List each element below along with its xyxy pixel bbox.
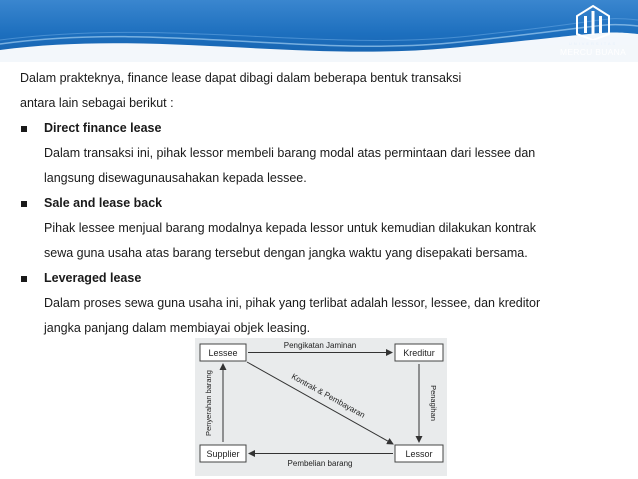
header-wave-decoration bbox=[0, 0, 638, 62]
university-logo bbox=[558, 4, 628, 62]
diagonal-arrow bbox=[247, 362, 393, 444]
supplier-label: Supplier bbox=[206, 449, 240, 459]
bullet-item bbox=[20, 266, 620, 291]
square-bullet-icon bbox=[21, 126, 27, 132]
bullet-text: Dalam transaksi ini, pihak lessor membeli barang modal atas permintaan dari lessee dan bbox=[44, 146, 536, 160]
intro-line-1: Dalam prakteknya, finance lease dapat dibagi dalam beberapa bentuk transaksi bbox=[20, 71, 462, 85]
bullet-text: langsung disewagunausahakan kepada lessee. bbox=[44, 171, 307, 185]
bullet-item bbox=[20, 191, 620, 216]
lessor-label: Lessor bbox=[405, 449, 433, 459]
bullet-item bbox=[20, 116, 620, 141]
left-arrow-label: Penyerahan barang bbox=[204, 370, 213, 436]
bullet-title: Direct finance lease bbox=[44, 121, 162, 135]
bullet-text: jangka panjang dalam membiayai objek leasing. bbox=[44, 321, 311, 335]
logo-top-text: UNIVERSITAS bbox=[568, 41, 618, 46]
header-banner bbox=[0, 0, 638, 62]
bullet-text: sewa guna usaha atas barang tersebut dengan jangka waktu yang disepakati bersama. bbox=[44, 246, 528, 260]
intro-line-2: antara lain sebagai berikut : bbox=[20, 96, 174, 110]
diagonal-arrow-label: Kontrak & Pembayaran bbox=[289, 371, 367, 420]
bullet-text: Pihak lessee menjual barang modalnya kepada lessor untuk kemudian dilakukan kontrak bbox=[44, 221, 536, 235]
bottom-arrow-label: Pembelian barang bbox=[287, 459, 353, 468]
square-bullet-icon bbox=[21, 201, 27, 207]
logo-name: MERCU BUANA bbox=[559, 47, 627, 57]
square-bullet-icon bbox=[21, 276, 27, 282]
lessee-label: Lessee bbox=[208, 348, 238, 358]
mercu-buana-logo-icon bbox=[573, 4, 613, 40]
bullet-text: Dalam proses sewa guna usaha ini, pihak yang terlibat adalah lessor, lessee, dan kreditor bbox=[44, 296, 541, 310]
bullet-title: Sale and lease back bbox=[44, 196, 163, 210]
right-arrow-label: Penagihan bbox=[429, 385, 438, 421]
top-arrow-label: Pengikatan Jaminan bbox=[283, 341, 357, 350]
bullet-title: Leveraged lease bbox=[44, 271, 142, 285]
leveraged-lease-diagram bbox=[195, 338, 447, 476]
kreditur-label: Kreditur bbox=[403, 348, 435, 358]
slide-content bbox=[20, 66, 620, 341]
